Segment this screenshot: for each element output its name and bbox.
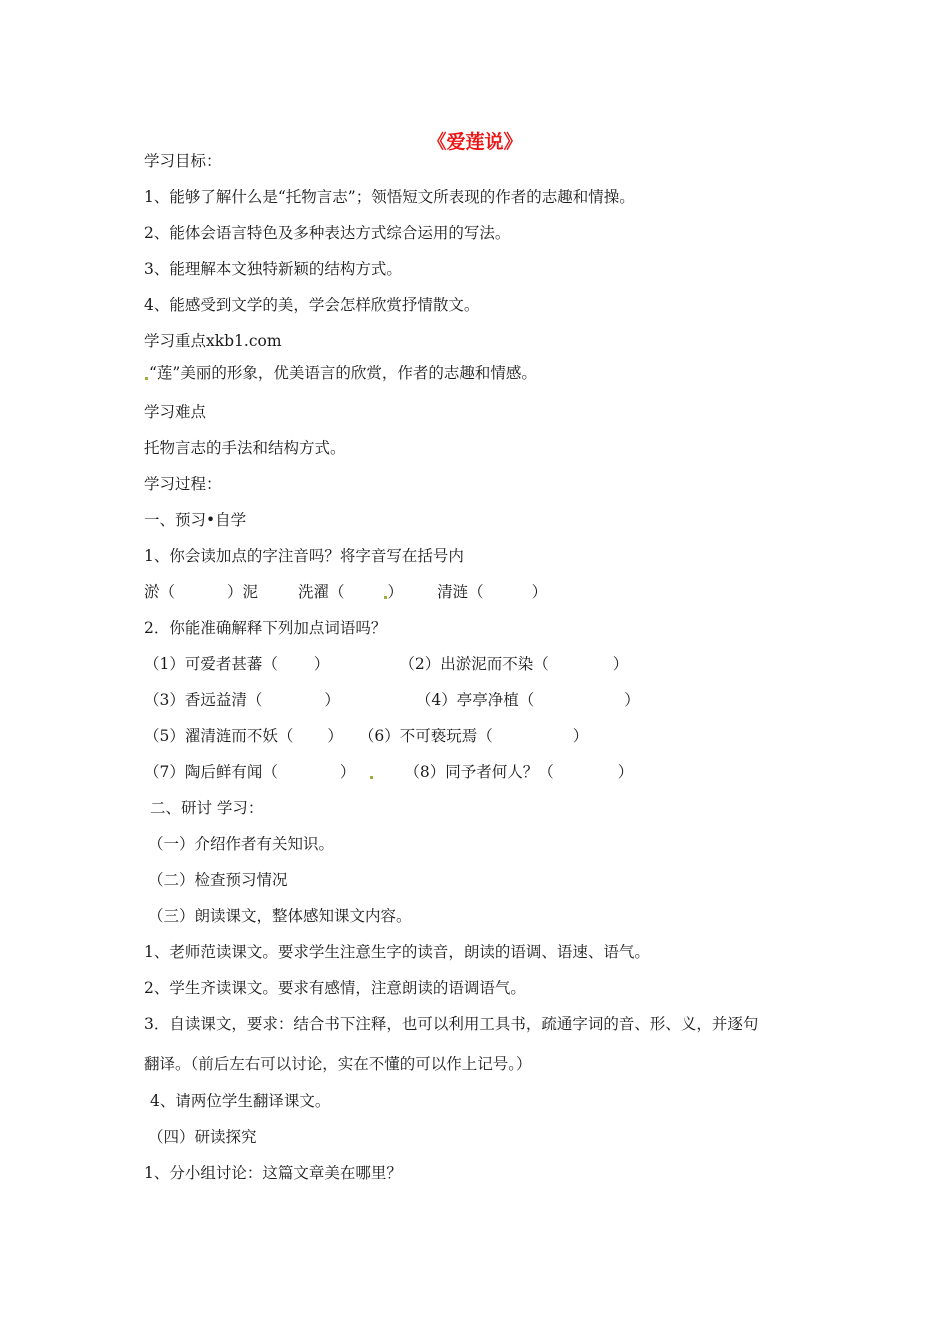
subsection-4: （四）研读探究	[148, 1128, 257, 1146]
marker-dot	[145, 377, 148, 380]
fill-blank-label: 清涟（	[437, 583, 484, 601]
fill-blank-label: 淤（	[144, 583, 176, 601]
vocab-item: ）	[617, 763, 634, 781]
subsection-2: （二）检查预习情况	[148, 871, 288, 889]
question-1: 1、你会读加点的字注音吗？将字音写在括号内	[144, 547, 464, 565]
vocab-item: （7）陶后鲜有闻（	[144, 763, 278, 781]
vocab-item: ）	[324, 691, 340, 709]
vocab-row-1	[144, 654, 628, 674]
vocab-item: ）	[327, 727, 343, 745]
discussion-question: 1、分小组讨论：这篇文章美在哪里？	[144, 1164, 402, 1182]
vocab-item: ）	[612, 655, 629, 673]
vocab-item: ）	[339, 763, 356, 781]
vocab-row-2	[144, 690, 640, 710]
fill-blank-label: ）泥	[227, 583, 259, 601]
subsection-3: （三）朗读课文，整体感知课文内容。	[148, 907, 412, 925]
document-title: 《爱莲说》	[427, 131, 523, 153]
vocab-item: （8）同予者何人？（	[404, 763, 554, 781]
objective-1: 1、能够了解什么是“托物言志”；领悟短文所表现的作者的志趣和情操。	[144, 188, 635, 206]
difficulty-heading: 学习难点	[144, 403, 207, 421]
fill-blank-label: ）	[531, 583, 548, 601]
section-1-heading: 一、预习•自学	[144, 511, 247, 529]
vocab-item: （3）香远益清（	[144, 691, 263, 709]
pinyin-row	[144, 582, 547, 602]
key-points-text: “莲”美丽的形象，优美语言的欣赏，作者的志趣和情感。	[149, 364, 537, 382]
step-3: 3．自读课文，要求：结合书下注释，也可以利用工具书，疏通字词的音、形、义，并逐句	[144, 1015, 759, 1033]
objective-3: 3、能理解本文独特新颖的结构方式。	[144, 260, 402, 278]
subsection-1: （一）介绍作者有关知识。	[148, 835, 335, 853]
question-2: 2．你能准确解释下列加点词语吗？	[144, 619, 387, 637]
vocab-item: （5）濯清涟而不妖（	[144, 727, 294, 745]
vocab-row-4	[144, 762, 633, 782]
objective-4: 4、能感受到文学的美，学会怎样欣赏抒情散文。	[144, 296, 480, 314]
process-heading: 学习过程：	[144, 475, 222, 493]
key-points	[144, 363, 537, 383]
objective-2: 2、能体会语言特色及多种表达方式综合运用的写法。	[144, 224, 511, 242]
fill-blank-label: ）	[387, 583, 404, 601]
vocab-item: ）	[313, 655, 330, 673]
key-points-heading: 学习重点xkb1.com	[144, 332, 282, 350]
vocab-item: ）	[572, 727, 589, 745]
step-2: 2、学生齐读课文。要求有感情，注意朗读的语调语气。	[144, 979, 526, 997]
marker-dot	[370, 776, 373, 779]
vocab-item: （6）不可亵玩焉（	[358, 727, 493, 745]
vocab-item: ）	[624, 691, 640, 709]
vocab-item: （2）出淤泥而不染（	[399, 655, 549, 673]
vocab-item: （4）亭亭净植（	[415, 691, 535, 709]
step-1: 1、老师范读课文。要求学生注意生字的读音，朗读的语调、语速、语气。	[144, 943, 650, 961]
vocab-item: （1）可爱者甚蕃（	[144, 655, 278, 673]
step-4: 4、请两位学生翻译课文。	[150, 1092, 331, 1110]
step-3-continued: 翻译。（前后左右可以讨论，实在不懂的可以作上记号。）	[144, 1055, 532, 1073]
fill-blank-label: 洗濯（	[298, 583, 345, 601]
objectives-heading: 学习目标：	[144, 152, 222, 170]
vocab-row-3	[144, 726, 588, 746]
marker-dot	[384, 596, 387, 599]
difficulty-text: 托物言志的手法和结构方式。	[144, 439, 346, 457]
section-2-heading: 二、研讨 学习：	[150, 799, 264, 817]
